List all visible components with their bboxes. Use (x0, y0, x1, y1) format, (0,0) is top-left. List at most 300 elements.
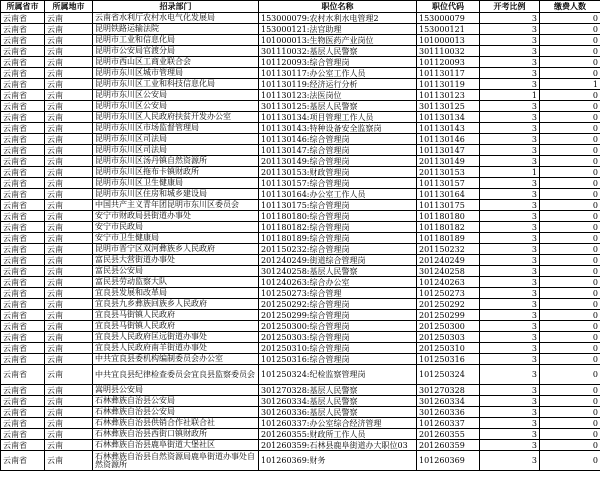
cell-position-name[interactable]: 201250292:综合管理岗 (259, 299, 417, 310)
cell-province[interactable]: 云南省 (1, 156, 45, 167)
cell-exam-ratio[interactable]: 3 (480, 288, 540, 299)
cell-paid-count[interactable]: 0 (540, 418, 600, 429)
cell-exam-ratio[interactable]: 3 (480, 429, 540, 440)
cell-position-name[interactable]: 201260359:石林县鹿阜街道办大职位03 (259, 440, 417, 451)
cell-position-code[interactable]: 101130146 (417, 134, 480, 145)
cell-paid-count[interactable]: 1 (540, 79, 600, 90)
cell-exam-ratio[interactable]: 3 (480, 418, 540, 429)
cell-position-name[interactable]: 101130147:综合管理岗 (259, 145, 417, 156)
cell-position-name[interactable]: 301260336:基层人民警察 (259, 407, 417, 418)
cell-paid-count[interactable]: 0 (540, 189, 600, 200)
cell-exam-ratio[interactable]: 3 (480, 189, 540, 200)
cell-position-name[interactable]: 101240263:综合办公室 (259, 277, 417, 288)
cell-paid-count[interactable]: 0 (540, 310, 600, 321)
cell-department[interactable]: 昆明市东川区卫生健康局 (93, 178, 259, 189)
cell-province[interactable]: 云南省 (1, 343, 45, 354)
cell-province[interactable]: 云南省 (1, 145, 45, 156)
cell-exam-ratio[interactable]: 3 (480, 211, 540, 222)
cell-paid-count[interactable]: 0 (540, 134, 600, 145)
cell-position-name[interactable]: 201250300:综合管理岗 (259, 321, 417, 332)
cell-position-name[interactable]: 201240249:街道综合管理岗 (259, 255, 417, 266)
cell-position-code[interactable]: 201250292 (417, 299, 480, 310)
cell-exam-ratio[interactable]: 3 (480, 354, 540, 365)
cell-paid-count[interactable]: 0 (540, 255, 600, 266)
table-row (1, 385, 600, 396)
cell-position-name[interactable]: 201260355:财政所工作人员 (259, 429, 417, 440)
cell-paid-count[interactable]: 0 (540, 396, 600, 407)
cell-position-code[interactable]: 201240249 (417, 255, 480, 266)
cell-city[interactable]: 云南 (45, 46, 93, 57)
cell-position-name[interactable]: 301240258:基层人民警察 (259, 266, 417, 277)
cell-position-name[interactable]: 101130117:办公室工作人员 (259, 68, 417, 79)
cell-exam-ratio[interactable]: 3 (480, 385, 540, 396)
cell-province[interactable]: 云南省 (1, 354, 45, 365)
cell-position-code[interactable]: 301110032 (417, 46, 480, 57)
cell-province[interactable]: 云南省 (1, 429, 45, 440)
cell-province[interactable]: 云南省 (1, 288, 45, 299)
cell-province[interactable]: 云南省 (1, 255, 45, 266)
cell-exam-ratio[interactable]: 3 (480, 299, 540, 310)
cell-province[interactable]: 云南省 (1, 35, 45, 46)
cell-position-name[interactable]: 153000121:法官助理 (259, 24, 417, 35)
cell-province[interactable]: 云南省 (1, 440, 45, 451)
cell-paid-count[interactable]: 0 (540, 321, 600, 332)
cell-city[interactable]: 云南 (45, 112, 93, 123)
cell-paid-count[interactable]: 0 (540, 35, 600, 46)
cell-department[interactable]: 昆明市东川区司法局 (93, 145, 259, 156)
cell-province[interactable]: 云南省 (1, 385, 45, 396)
cell-department[interactable]: 昆明市东川区拖布卡镇财政所 (93, 167, 259, 178)
cell-paid-count[interactable]: 0 (540, 222, 600, 233)
table-row (1, 332, 600, 343)
cell-position-name[interactable]: 101260369:财务 (259, 451, 417, 471)
cell-city[interactable]: 云南 (45, 407, 93, 418)
cell-city[interactable]: 云南 (45, 321, 93, 332)
cell-position-code[interactable]: 201260359 (417, 440, 480, 451)
cell-paid-count[interactable]: 0 (540, 266, 600, 277)
table-row (1, 145, 600, 156)
cell-position-code[interactable]: 301270328 (417, 385, 480, 396)
cell-city[interactable]: 云南 (45, 167, 93, 178)
cell-position-name[interactable]: 101130164:办公室工作人员 (259, 189, 417, 200)
cell-paid-count[interactable]: 0 (540, 365, 600, 385)
cell-paid-count[interactable]: 0 (540, 46, 600, 57)
cell-position-code[interactable]: 101130117 (417, 68, 480, 79)
cell-city[interactable]: 云南 (45, 255, 93, 266)
cell-city[interactable]: 云南 (45, 24, 93, 35)
cell-province[interactable]: 云南省 (1, 396, 45, 407)
cell-city[interactable]: 云南 (45, 13, 93, 24)
cell-province[interactable]: 云南省 (1, 46, 45, 57)
cell-province[interactable]: 云南省 (1, 123, 45, 134)
cell-paid-count[interactable]: 0 (540, 429, 600, 440)
cell-exam-ratio[interactable]: 3 (480, 266, 540, 277)
cell-position-code[interactable]: 101180182 (417, 222, 480, 233)
cell-exam-ratio[interactable]: 3 (480, 310, 540, 321)
cell-exam-ratio[interactable]: 3 (480, 112, 540, 123)
header-position-name[interactable]: 职位名称 (259, 1, 417, 13)
cell-department[interactable]: 宜良县人民政府南羊街道办事处 (93, 343, 259, 354)
cell-department[interactable]: 昆明市晋宁区双河彝族乡人民政府 (93, 244, 259, 255)
cell-province[interactable]: 云南省 (1, 167, 45, 178)
cell-paid-count[interactable]: 0 (540, 90, 600, 101)
cell-department[interactable]: 昆明市东川区工业和科技信息化局 (93, 79, 259, 90)
cell-province[interactable]: 云南省 (1, 189, 45, 200)
cell-province[interactable]: 云南省 (1, 310, 45, 321)
cell-province[interactable]: 云南省 (1, 451, 45, 471)
cell-position-name[interactable]: 101130119:经济运行分析 (259, 79, 417, 90)
cell-paid-count[interactable]: 0 (540, 233, 600, 244)
cell-position-code[interactable]: 301240258 (417, 266, 480, 277)
cell-position-code[interactable]: 101130123 (417, 90, 480, 101)
cell-exam-ratio[interactable]: 3 (480, 321, 540, 332)
cell-department[interactable]: 昆明市东川区市场监督管理局 (93, 123, 259, 134)
cell-city[interactable]: 云南 (45, 178, 93, 189)
cell-exam-ratio[interactable]: 3 (480, 332, 540, 343)
cell-department[interactable]: 昆明市西山区工商业联合会 (93, 57, 259, 68)
cell-department[interactable]: 宜良县九乡彝族回族乡人民政府 (93, 299, 259, 310)
cell-exam-ratio[interactable]: 3 (480, 101, 540, 112)
cell-department[interactable]: 昆明市东川区人民政府扶贫开发办公室 (93, 112, 259, 123)
cell-city[interactable]: 云南 (45, 189, 93, 200)
cell-position-name[interactable]: 301260334:基层人民警察 (259, 396, 417, 407)
cell-province[interactable]: 云南省 (1, 200, 45, 211)
cell-department[interactable]: 安宁市财政局县街道办事处 (93, 211, 259, 222)
cell-department[interactable]: 昆明市东川区公安局 (93, 90, 259, 101)
cell-province[interactable]: 云南省 (1, 332, 45, 343)
cell-department[interactable]: 石林彝族自治县鹿阜街道大堡社区 (93, 440, 259, 451)
cell-exam-ratio[interactable]: 3 (480, 244, 540, 255)
cell-department[interactable]: 昆明市东川区住房和城乡建设局 (93, 189, 259, 200)
cell-exam-ratio[interactable]: 3 (480, 35, 540, 46)
cell-paid-count[interactable]: 0 (540, 101, 600, 112)
cell-position-code[interactable]: 101000013 (417, 35, 480, 46)
cell-paid-count[interactable]: 0 (540, 277, 600, 288)
cell-position-code[interactable]: 301260336 (417, 407, 480, 418)
cell-city[interactable]: 云南 (45, 233, 93, 244)
cell-paid-count[interactable]: 0 (540, 332, 600, 343)
cell-department[interactable]: 安宁市卫生健康局 (93, 233, 259, 244)
cell-city[interactable]: 云南 (45, 451, 93, 471)
cell-paid-count[interactable]: 0 (540, 145, 600, 156)
cell-department[interactable]: 宜良县人民政府匡远街道办事处 (93, 332, 259, 343)
cell-exam-ratio[interactable]: 3 (480, 123, 540, 134)
cell-province[interactable]: 云南省 (1, 321, 45, 332)
cell-department[interactable]: 中共宜良县委机构编制委员会办公室 (93, 354, 259, 365)
table-row (1, 134, 600, 145)
header-province[interactable]: 所属省市 (1, 1, 45, 13)
cell-city[interactable]: 云南 (45, 68, 93, 79)
cell-paid-count[interactable]: 0 (540, 343, 600, 354)
cell-city[interactable]: 云南 (45, 211, 93, 222)
cell-department[interactable]: 嵩明县公安局 (93, 385, 259, 396)
cell-position-name[interactable]: 101130157:综合管理岗 (259, 178, 417, 189)
cell-city[interactable]: 云南 (45, 222, 93, 233)
cell-department[interactable]: 石林彝族自治县供销合作社联合社 (93, 418, 259, 429)
cell-province[interactable]: 云南省 (1, 244, 45, 255)
cell-department[interactable]: 石林彝族自治县公安局 (93, 396, 259, 407)
cell-department[interactable]: 宜良县发展和改革局 (93, 288, 259, 299)
cell-city[interactable]: 云南 (45, 343, 93, 354)
cell-city[interactable]: 云南 (45, 277, 93, 288)
cell-position-name[interactable]: 201130153:财政管理岗 (259, 167, 417, 178)
cell-province[interactable]: 云南省 (1, 134, 45, 145)
cell-position-name[interactable]: 201130149:综合管理岗 (259, 156, 417, 167)
cell-department[interactable]: 昆明市东川区城市管理局 (93, 68, 259, 79)
cell-province[interactable]: 云南省 (1, 266, 45, 277)
cell-city[interactable]: 云南 (45, 101, 93, 112)
cell-exam-ratio[interactable]: 3 (480, 200, 540, 211)
cell-paid-count[interactable]: 0 (540, 57, 600, 68)
cell-exam-ratio[interactable]: 3 (480, 156, 540, 167)
cell-city[interactable]: 云南 (45, 57, 93, 68)
cell-department[interactable]: 昆明市东川区司法局 (93, 134, 259, 145)
cell-position-code[interactable]: 101250316 (417, 354, 480, 365)
cell-paid-count[interactable]: 0 (540, 385, 600, 396)
cell-province[interactable]: 云南省 (1, 233, 45, 244)
cell-department[interactable]: 石林彝族自治县西街口镇财政所 (93, 429, 259, 440)
cell-position-code[interactable]: 101130143 (417, 123, 480, 134)
cell-position-code[interactable]: 201250303 (417, 332, 480, 343)
cell-province[interactable]: 云南省 (1, 112, 45, 123)
cell-paid-count[interactable]: 0 (540, 13, 600, 24)
header-paid-count[interactable]: 缴费人数 (540, 1, 600, 13)
table-row (1, 266, 600, 277)
cell-city[interactable]: 云南 (45, 134, 93, 145)
table-row (1, 112, 600, 123)
cell-exam-ratio[interactable]: 3 (480, 13, 540, 24)
cell-department[interactable]: 安宁市民政局 (93, 222, 259, 233)
cell-position-code[interactable]: 101180180 (417, 211, 480, 222)
cell-paid-count[interactable]: 0 (540, 156, 600, 167)
table-row (1, 189, 600, 200)
cell-position-name[interactable]: 201250299:综合管理岗 (259, 310, 417, 321)
cell-paid-count[interactable]: 0 (540, 112, 600, 123)
cell-position-name[interactable]: 101250324:纪检监察管理岗 (259, 365, 417, 385)
cell-exam-ratio[interactable]: 3 (480, 233, 540, 244)
cell-paid-count[interactable]: 0 (540, 288, 600, 299)
cell-city[interactable]: 云南 (45, 396, 93, 407)
cell-position-name[interactable]: 101130146:综合管理岗 (259, 134, 417, 145)
cell-position-code[interactable]: 153000079 (417, 13, 480, 24)
cell-position-code[interactable]: 101130175 (417, 200, 480, 211)
cell-position-code[interactable]: 101250324 (417, 365, 480, 385)
cell-department[interactable]: 昆明市东川区汤丹镇自然资源所 (93, 156, 259, 167)
header-department[interactable]: 招录部门 (93, 1, 259, 13)
cell-paid-count[interactable]: 0 (540, 244, 600, 255)
cell-position-name[interactable]: 101000013:生物医药产业岗位 (259, 35, 417, 46)
cell-position-code[interactable]: 101260337 (417, 418, 480, 429)
cell-department[interactable]: 宜良县马街镇人民政府 (93, 310, 259, 321)
cell-position-name[interactable]: 101180189:综合管理岗 (259, 233, 417, 244)
cell-position-name[interactable]: 101130134:项目管理工作人员 (259, 112, 417, 123)
cell-province[interactable]: 云南省 (1, 79, 45, 90)
cell-exam-ratio[interactable]: 3 (480, 79, 540, 90)
cell-position-name[interactable]: 101250316:综合管理岗 (259, 354, 417, 365)
cell-position-code[interactable]: 301130125 (417, 101, 480, 112)
cell-position-name[interactable]: 101260337:办公室综合经济管理 (259, 418, 417, 429)
cell-position-name[interactable]: 101180182:综合管理岗 (259, 222, 417, 233)
cell-exam-ratio[interactable]: 3 (480, 407, 540, 418)
cell-province[interactable]: 云南省 (1, 90, 45, 101)
table-row (1, 396, 600, 407)
cell-paid-count[interactable]: 0 (540, 24, 600, 35)
cell-position-name[interactable]: 101180180:综合管理岗 (259, 211, 417, 222)
cell-position-code[interactable]: 101130157 (417, 178, 480, 189)
cell-paid-count[interactable]: 0 (540, 354, 600, 365)
cell-city[interactable]: 云南 (45, 123, 93, 134)
cell-position-code[interactable]: 301260334 (417, 396, 480, 407)
cell-paid-count[interactable]: 0 (540, 123, 600, 134)
cell-city[interactable]: 云南 (45, 156, 93, 167)
cell-province[interactable]: 云南省 (1, 418, 45, 429)
cell-exam-ratio[interactable]: 3 (480, 255, 540, 266)
cell-position-name[interactable]: 301270328:基层人民警察 (259, 385, 417, 396)
cell-province[interactable]: 云南省 (1, 68, 45, 79)
cell-province[interactable]: 云南省 (1, 24, 45, 35)
cell-department[interactable]: 富民县公安局 (93, 266, 259, 277)
cell-paid-count[interactable]: 0 (540, 211, 600, 222)
cell-city[interactable]: 云南 (45, 385, 93, 396)
cell-position-code[interactable]: 201130149 (417, 156, 480, 167)
cell-department[interactable]: 宜良县马街镇人民政府 (93, 321, 259, 332)
cell-position-code[interactable]: 201130153 (417, 167, 480, 178)
cell-department[interactable]: 昆明市公安局官渡分局 (93, 46, 259, 57)
cell-position-name[interactable]: 101120093:综合管理岗 (259, 57, 417, 68)
cell-province[interactable]: 云南省 (1, 407, 45, 418)
cell-position-code[interactable]: 101130119 (417, 79, 480, 90)
cell-exam-ratio[interactable]: 3 (480, 134, 540, 145)
cell-position-code[interactable]: 101130134 (417, 112, 480, 123)
cell-city[interactable]: 云南 (45, 35, 93, 46)
table-row (1, 244, 600, 255)
header-exam-ratio[interactable]: 开考比例 (480, 1, 540, 13)
cell-position-name[interactable]: 101130123:法医岗位 (259, 90, 417, 101)
cell-position-name[interactable]: 153000079:农村水利水电管理2 (259, 13, 417, 24)
cell-position-code[interactable]: 101130147 (417, 145, 480, 156)
table-row (1, 101, 600, 112)
cell-exam-ratio[interactable]: 3 (480, 68, 540, 79)
cell-position-code[interactable]: 201250310 (417, 343, 480, 354)
cell-paid-count[interactable]: 0 (540, 200, 600, 211)
cell-department[interactable]: 中国共产主义青年团昆明市东川区委员会 (93, 200, 259, 211)
cell-city[interactable]: 云南 (45, 200, 93, 211)
cell-position-code[interactable]: 201150232 (417, 244, 480, 255)
cell-paid-count[interactable]: 0 (540, 407, 600, 418)
cell-city[interactable]: 云南 (45, 440, 93, 451)
cell-position-code[interactable]: 201250299 (417, 310, 480, 321)
cell-province[interactable]: 云南省 (1, 277, 45, 288)
cell-position-name[interactable]: 101130175:综合管理岗 (259, 200, 417, 211)
cell-department[interactable]: 石林彝族自治县公安局 (93, 407, 259, 418)
cell-department[interactable]: 富民县大营街道办事处 (93, 255, 259, 266)
cell-position-name[interactable]: 201250310:综合管理岗 (259, 343, 417, 354)
cell-exam-ratio[interactable]: 3 (480, 222, 540, 233)
cell-paid-count[interactable]: 0 (540, 68, 600, 79)
cell-city[interactable]: 云南 (45, 418, 93, 429)
cell-city[interactable]: 云南 (45, 299, 93, 310)
cell-department[interactable]: 云南省水利厅农村水电气化发展局 (93, 13, 259, 24)
cell-province[interactable]: 云南省 (1, 178, 45, 189)
cell-exam-ratio[interactable]: 3 (480, 277, 540, 288)
cell-exam-ratio[interactable]: 3 (480, 24, 540, 35)
cell-province[interactable]: 云南省 (1, 57, 45, 68)
cell-exam-ratio[interactable]: 3 (480, 396, 540, 407)
cell-exam-ratio[interactable]: 3 (480, 440, 540, 451)
cell-city[interactable]: 云南 (45, 244, 93, 255)
cell-city[interactable]: 云南 (45, 79, 93, 90)
cell-city[interactable]: 云南 (45, 288, 93, 299)
header-position-code[interactable]: 职位代码 (417, 1, 480, 13)
cell-paid-count[interactable]: 0 (540, 167, 600, 178)
cell-exam-ratio[interactable]: 3 (480, 145, 540, 156)
cell-province[interactable]: 云南省 (1, 13, 45, 24)
cell-position-code[interactable]: 101130164 (417, 189, 480, 200)
cell-department[interactable]: 富民县劳动监察大队 (93, 277, 259, 288)
cell-position-code[interactable]: 101120093 (417, 57, 480, 68)
cell-position-code[interactable]: 201260355 (417, 429, 480, 440)
cell-city[interactable]: 云南 (45, 365, 93, 385)
cell-position-code[interactable]: 101260369 (417, 451, 480, 471)
cell-department[interactable]: 石林彝族自治县自然资源局鹿阜街道办事处自然资源所 (93, 451, 259, 471)
cell-department[interactable]: 昆明铁路运输法院 (93, 24, 259, 35)
cell-city[interactable]: 云南 (45, 354, 93, 365)
cell-position-code[interactable]: 101240263 (417, 277, 480, 288)
table-row (1, 299, 600, 310)
cell-paid-count[interactable]: 0 (540, 299, 600, 310)
cell-position-code[interactable]: 101180189 (417, 233, 480, 244)
cell-paid-count[interactable]: 0 (540, 178, 600, 189)
cell-exam-ratio[interactable]: 3 (480, 46, 540, 57)
cell-exam-ratio[interactable]: 3 (480, 343, 540, 354)
cell-city[interactable]: 云南 (45, 332, 93, 343)
cell-position-name[interactable]: 101250273:综合管理 (259, 288, 417, 299)
cell-province[interactable]: 云南省 (1, 211, 45, 222)
cell-position-code[interactable]: 153000121 (417, 24, 480, 35)
cell-city[interactable]: 云南 (45, 429, 93, 440)
cell-province[interactable]: 云南省 (1, 222, 45, 233)
cell-exam-ratio[interactable]: 1 (480, 167, 540, 178)
cell-position-name[interactable]: 301130125:基层人民警察 (259, 101, 417, 112)
cell-department[interactable]: 昆明市工业和信息化局 (93, 35, 259, 46)
cell-position-code[interactable]: 201250300 (417, 321, 480, 332)
table-row (1, 90, 600, 101)
header-city[interactable]: 所属地市 (45, 1, 93, 13)
cell-department[interactable]: 昆明市东川区公安局 (93, 101, 259, 112)
cell-exam-ratio[interactable]: 3 (480, 178, 540, 189)
cell-city[interactable]: 云南 (45, 310, 93, 321)
cell-exam-ratio[interactable]: 3 (480, 57, 540, 68)
cell-city[interactable]: 云南 (45, 90, 93, 101)
cell-city[interactable]: 云南 (45, 266, 93, 277)
cell-province[interactable]: 云南省 (1, 101, 45, 112)
cell-province[interactable]: 云南省 (1, 299, 45, 310)
cell-position-code[interactable]: 101250273 (417, 288, 480, 299)
cell-exam-ratio[interactable]: 1 (480, 90, 540, 101)
cell-exam-ratio[interactable]: 3 (480, 451, 540, 471)
cell-paid-count[interactable]: 0 (540, 440, 600, 451)
cell-position-name[interactable]: 101130143:特种设备安全监察岗 (259, 123, 417, 134)
cell-position-name[interactable]: 201250303:综合管理岗 (259, 332, 417, 343)
cell-paid-count[interactable]: 0 (540, 451, 600, 471)
cell-exam-ratio[interactable]: 3 (480, 365, 540, 385)
cell-position-name[interactable]: 301110032:基层人民警察 (259, 46, 417, 57)
cell-city[interactable]: 云南 (45, 145, 93, 156)
cell-department[interactable]: 中共宜良县纪律检查委员会宜良县监察委员会 (93, 365, 259, 385)
cell-province[interactable]: 云南省 (1, 365, 45, 385)
table-row (1, 407, 600, 418)
cell-position-name[interactable]: 201150232:综合管理岗 (259, 244, 417, 255)
